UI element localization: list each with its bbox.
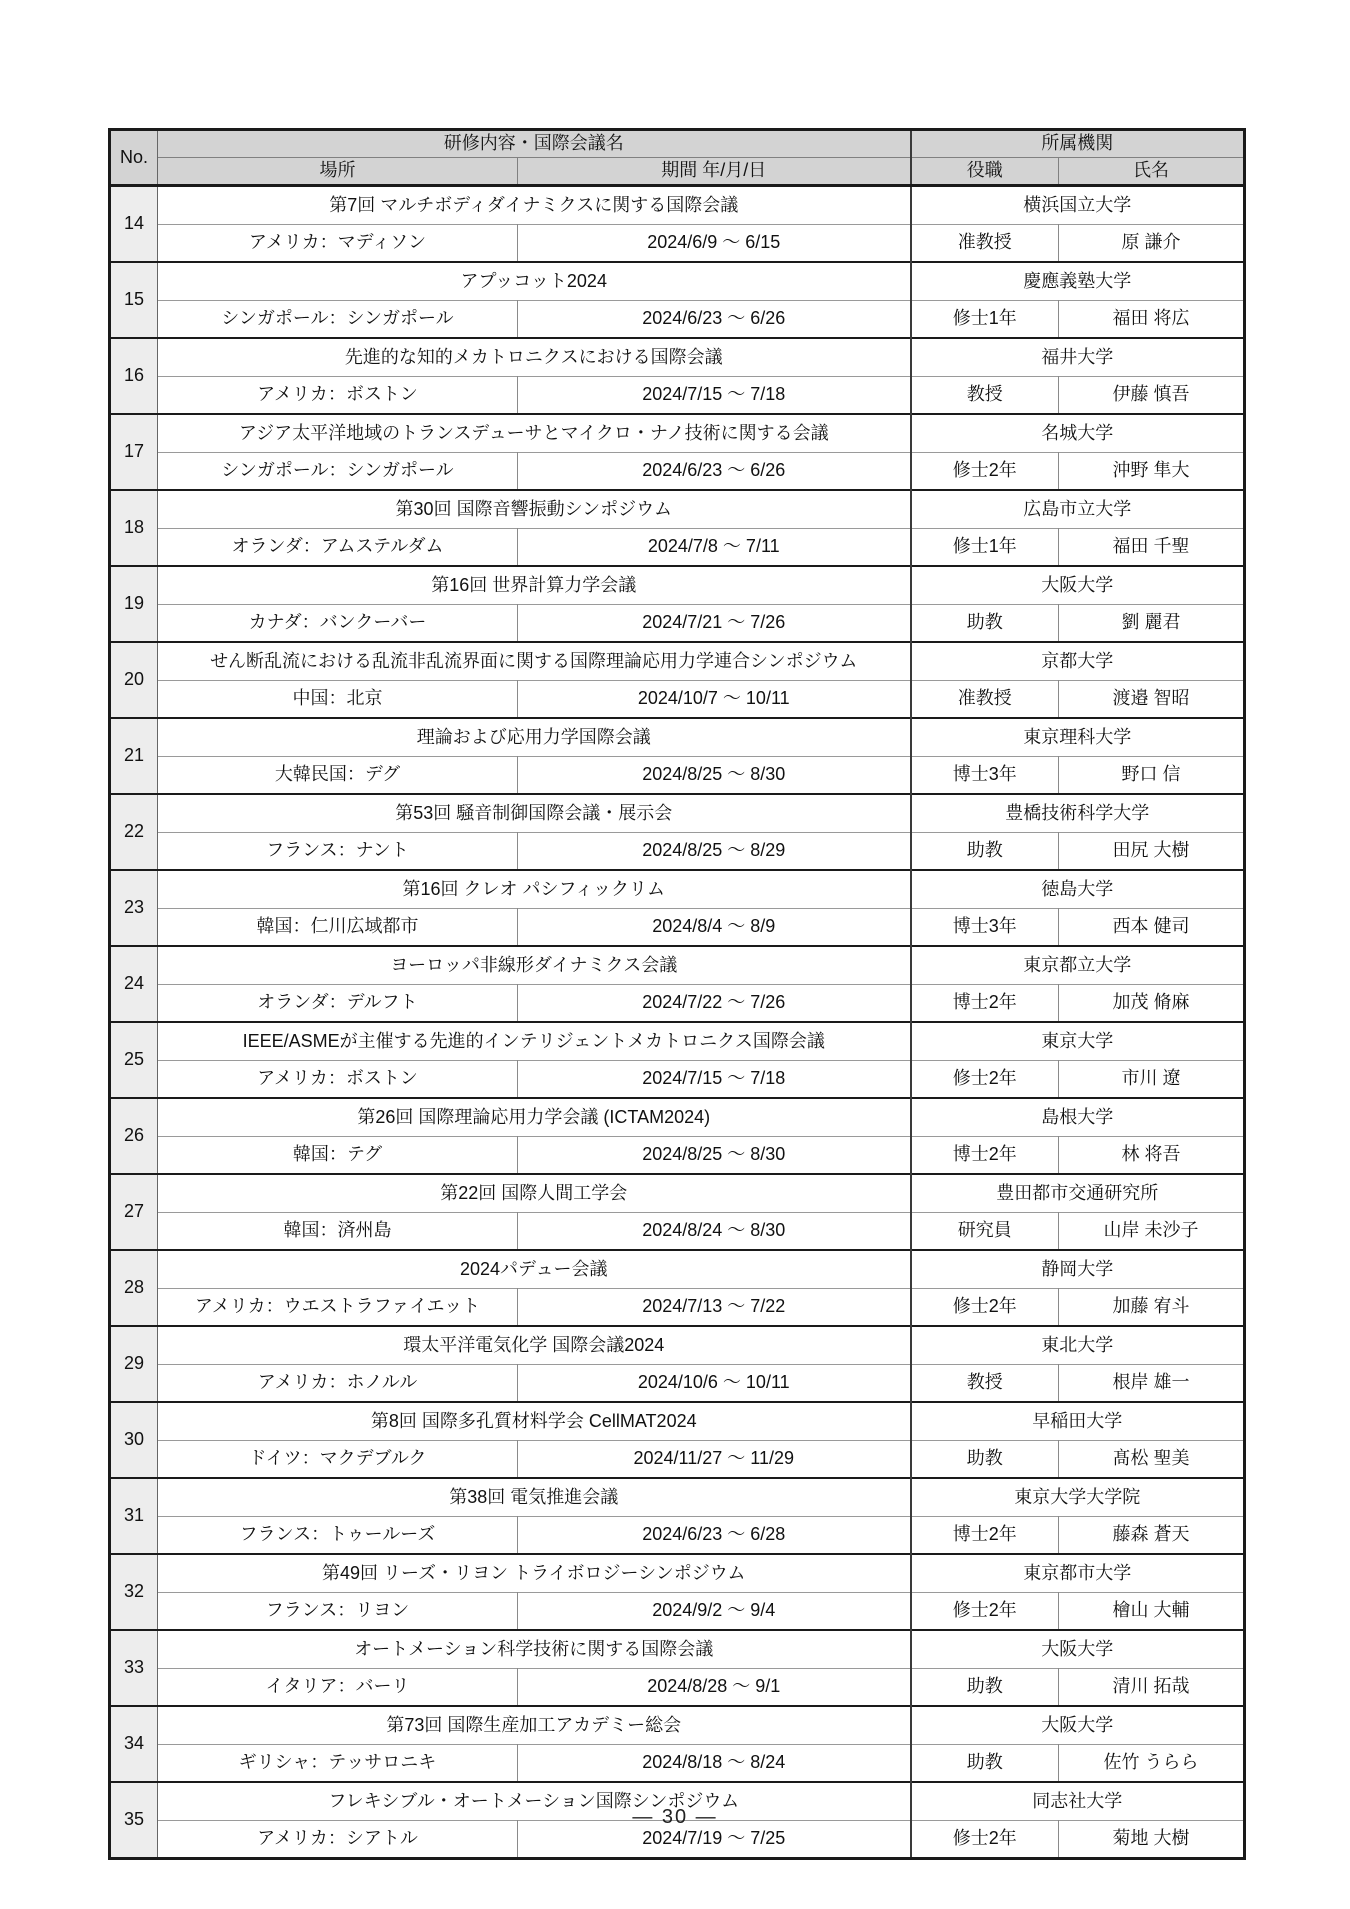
place: 韓国：テグ — [158, 1137, 518, 1175]
entry-row-bottom — [110, 909, 1245, 947]
entry-row-bottom — [110, 757, 1245, 795]
entry-row-top — [110, 1402, 1245, 1441]
entry-number: 19 — [110, 566, 158, 642]
institution: 島根大学 — [911, 1098, 1245, 1137]
institution: 福井大学 — [911, 338, 1245, 377]
position: 助教 — [911, 1441, 1059, 1479]
person-name: 福田 千聖 — [1059, 529, 1245, 567]
period: 2024/6/9 ～ 6/15 — [518, 225, 911, 263]
place: アメリカ：マディソン — [158, 225, 518, 263]
entry-number: 31 — [110, 1478, 158, 1554]
period: 2024/8/4 ～ 8/9 — [518, 909, 911, 947]
entry-number: 16 — [110, 338, 158, 414]
entry-row-top — [110, 1554, 1245, 1593]
header-no: No. — [110, 130, 158, 186]
entry-number: 33 — [110, 1630, 158, 1706]
period: 2024/8/24 ～ 8/30 — [518, 1213, 911, 1251]
place: シンガポール：シンガポール — [158, 453, 518, 491]
person-name: 福田 将広 — [1059, 301, 1245, 339]
entry-row-top — [110, 186, 1245, 225]
conference-name: アプッコット2024 — [158, 262, 911, 301]
period: 2024/8/18 ～ 8/24 — [518, 1745, 911, 1783]
entry-row-top — [110, 870, 1245, 909]
conference-name: 環太平洋電気化学 国際会議2024 — [158, 1326, 911, 1365]
entry-row-bottom — [110, 377, 1245, 415]
place: フランス：トゥールーズ — [158, 1517, 518, 1555]
person-name: 髙松 聖美 — [1059, 1441, 1245, 1479]
entry-row-bottom — [110, 605, 1245, 643]
period: 2024/6/23 ～ 6/26 — [518, 453, 911, 491]
person-name: 根岸 雄一 — [1059, 1365, 1245, 1403]
institution: 同志社大学 — [911, 1782, 1245, 1821]
entry-number: 17 — [110, 414, 158, 490]
conference-name: 第16回 世界計算力学会議 — [158, 566, 911, 605]
entry-number: 30 — [110, 1402, 158, 1478]
person-name: 沖野 隼大 — [1059, 453, 1245, 491]
entry-row-top — [110, 946, 1245, 985]
place: ギリシャ：テッサロニキ — [158, 1745, 518, 1783]
place: フランス：リヨン — [158, 1593, 518, 1631]
entry-row-top — [110, 1478, 1245, 1517]
position: 教授 — [911, 1365, 1059, 1403]
person-name: 藤森 蒼天 — [1059, 1517, 1245, 1555]
entry-number: 22 — [110, 794, 158, 870]
period: 2024/8/25 ～ 8/30 — [518, 1137, 911, 1175]
entry-row-top — [110, 718, 1245, 757]
entry-number: 34 — [110, 1706, 158, 1782]
person-name: 野口 信 — [1059, 757, 1245, 795]
period: 2024/6/23 ～ 6/28 — [518, 1517, 911, 1555]
institution: 大阪大学 — [911, 1630, 1245, 1669]
position: 修士2年 — [911, 453, 1059, 491]
entry-row-bottom — [110, 1289, 1245, 1327]
position: 修士2年 — [911, 1821, 1059, 1859]
entry-row-bottom — [110, 985, 1245, 1023]
entry-row-bottom — [110, 681, 1245, 719]
period: 2024/8/25 ～ 8/29 — [518, 833, 911, 871]
place: アメリカ：ホノルル — [158, 1365, 518, 1403]
place: イタリア：バーリ — [158, 1669, 518, 1707]
place: 韓国：仁川広域都市 — [158, 909, 518, 947]
person-name: 清川 拓哉 — [1059, 1669, 1245, 1707]
person-name: 渡邉 智昭 — [1059, 681, 1245, 719]
entry-row-top — [110, 414, 1245, 453]
page-number: — 30 — — [632, 1806, 718, 1828]
conference-name: アジア太平洋地域のトランスデューサとマイクロ・ナノ技術に関する会議 — [158, 414, 911, 453]
conference-name: IEEE/ASMEが主催する先進的インテリジェントメカトロニクス国際会議 — [158, 1022, 911, 1061]
entry-number: 20 — [110, 642, 158, 718]
period: 2024/10/6 ～ 10/11 — [518, 1365, 911, 1403]
period: 2024/8/28 ～ 9/1 — [518, 1669, 911, 1707]
person-name: 原 謙介 — [1059, 225, 1245, 263]
entry-row-top — [110, 642, 1245, 681]
entry-row-bottom — [110, 1517, 1245, 1555]
position: 博士2年 — [911, 985, 1059, 1023]
period: 2024/7/13 ～ 7/22 — [518, 1289, 911, 1327]
entry-row-top — [110, 1098, 1245, 1137]
person-name: 佐竹 うらら — [1059, 1745, 1245, 1783]
entry-row-bottom — [110, 1593, 1245, 1631]
period: 2024/6/23 ～ 6/26 — [518, 301, 911, 339]
entry-number: 24 — [110, 946, 158, 1022]
place: シンガポール：シンガポール — [158, 301, 518, 339]
conference-name: 第16回 クレオ パシフィックリム — [158, 870, 911, 909]
institution: 豊橋技術科学大学 — [911, 794, 1245, 833]
entry-row-top — [110, 1630, 1245, 1669]
position: 博士3年 — [911, 757, 1059, 795]
conference-name: 第49回 リーズ・リヨン トライボロジーシンポジウム — [158, 1554, 911, 1593]
entry-row-bottom — [110, 529, 1245, 567]
entry-number: 29 — [110, 1326, 158, 1402]
entry-row-top — [110, 1250, 1245, 1289]
conference-name: オートメーション科学技術に関する国際会議 — [158, 1630, 911, 1669]
place: オランダ：デルフト — [158, 985, 518, 1023]
period: 2024/7/15 ～ 7/18 — [518, 377, 911, 415]
entry-row-bottom — [110, 1365, 1245, 1403]
entry-row-top — [110, 262, 1245, 301]
institution: 東京都立大学 — [911, 946, 1245, 985]
institution: 大阪大学 — [911, 566, 1245, 605]
entry-row-top — [110, 794, 1245, 833]
person-name: 劉 麗君 — [1059, 605, 1245, 643]
place: アメリカ：シアトル — [158, 1821, 518, 1859]
conference-name: 第8回 国際多孔質材料学会 CellMAT2024 — [158, 1402, 911, 1441]
entry-number: 23 — [110, 870, 158, 946]
person-name: 市川 遼 — [1059, 1061, 1245, 1099]
conference-name: フレキシブル・オートメーション国際シンポジウム — [158, 1782, 911, 1821]
person-name: 檜山 大輔 — [1059, 1593, 1245, 1631]
institution: 早稲田大学 — [911, 1402, 1245, 1441]
entry-row-bottom — [110, 301, 1245, 339]
period: 2024/9/2 ～ 9/4 — [518, 1593, 911, 1631]
conference-name: 第22回 国際人間工学会 — [158, 1174, 911, 1213]
person-name: 菊地 大樹 — [1059, 1821, 1245, 1859]
position: 研究員 — [911, 1213, 1059, 1251]
place: 中国：北京 — [158, 681, 518, 719]
entry-row-bottom — [110, 1213, 1245, 1251]
position: 准教授 — [911, 681, 1059, 719]
entry-row-bottom — [110, 1441, 1245, 1479]
period: 2024/10/7 ～ 10/11 — [518, 681, 911, 719]
entry-row-bottom — [110, 225, 1245, 263]
institution: 徳島大学 — [911, 870, 1245, 909]
position: 博士2年 — [911, 1517, 1059, 1555]
conference-name: 理論および応用力学国際会議 — [158, 718, 911, 757]
entry-row-top — [110, 1022, 1245, 1061]
position: 教授 — [911, 377, 1059, 415]
place: アメリカ：ボストン — [158, 1061, 518, 1099]
entry-number: 26 — [110, 1098, 158, 1174]
institution: 慶應義塾大学 — [911, 262, 1245, 301]
entry-row-bottom — [110, 453, 1245, 491]
period: 2024/7/21 ～ 7/26 — [518, 605, 911, 643]
position: 助教 — [911, 1745, 1059, 1783]
period: 2024/7/19 ～ 7/25 — [518, 1821, 911, 1859]
institution: 東京大学大学院 — [911, 1478, 1245, 1517]
institution: 東京理科大学 — [911, 718, 1245, 757]
conference-name: ヨーロッパ非線形ダイナミクス会議 — [158, 946, 911, 985]
position: 准教授 — [911, 225, 1059, 263]
entry-row-bottom — [110, 1745, 1245, 1783]
institution: 京都大学 — [911, 642, 1245, 681]
period: 2024/7/22 ～ 7/26 — [518, 985, 911, 1023]
header-position: 役職 — [911, 158, 1059, 186]
entry-row-top — [110, 1174, 1245, 1213]
place: 韓国：済州島 — [158, 1213, 518, 1251]
entry-row-bottom — [110, 833, 1245, 871]
entry-row-top — [110, 566, 1245, 605]
conference-name: 第38回 電気推進会議 — [158, 1478, 911, 1517]
conference-name: 2024パデュー会議 — [158, 1250, 911, 1289]
conference-name: せん断乱流における乱流非乱流界面に関する国際理論応用力学連合シンポジウム — [158, 642, 911, 681]
period: 2024/11/27 ～ 11/29 — [518, 1441, 911, 1479]
entry-number: 25 — [110, 1022, 158, 1098]
entry-row-top — [110, 1326, 1245, 1365]
entry-row-bottom — [110, 1061, 1245, 1099]
position: 助教 — [911, 833, 1059, 871]
position: 修士2年 — [911, 1289, 1059, 1327]
entry-row-top — [110, 338, 1245, 377]
position: 博士2年 — [911, 1137, 1059, 1175]
place: カナダ：バンクーバー — [158, 605, 518, 643]
person-name: 伊藤 慎吾 — [1059, 377, 1245, 415]
period: 2024/8/25 ～ 8/30 — [518, 757, 911, 795]
conference-name: 第26回 国際理論応用力学会議 (ICTAM2024) — [158, 1098, 911, 1137]
person-name: 西本 健司 — [1059, 909, 1245, 947]
entry-row-bottom — [110, 1137, 1245, 1175]
person-name: 林 将吾 — [1059, 1137, 1245, 1175]
conference-name: 第30回 国際音響振動シンポジウム — [158, 490, 911, 529]
person-name: 加茂 脩麻 — [1059, 985, 1245, 1023]
header-group-institution: 所属機関 — [911, 130, 1245, 158]
place: オランダ：アムステルダム — [158, 529, 518, 567]
institution: 東京都市大学 — [911, 1554, 1245, 1593]
institution: 名城大学 — [911, 414, 1245, 453]
place: アメリカ：ウエストラファイエット — [158, 1289, 518, 1327]
table-header — [110, 130, 1245, 186]
entry-row-bottom — [110, 1669, 1245, 1707]
institution: 豊田都市交通研究所 — [911, 1174, 1245, 1213]
conference-name: 先進的な知的メカトロニクスにおける国際会議 — [158, 338, 911, 377]
institution: 東北大学 — [911, 1326, 1245, 1365]
entry-number: 14 — [110, 186, 158, 263]
position: 修士1年 — [911, 301, 1059, 339]
entry-number: 28 — [110, 1250, 158, 1326]
header-period: 期間 年/月/日 — [518, 158, 911, 186]
entry-number: 21 — [110, 718, 158, 794]
institution: 広島市立大学 — [911, 490, 1245, 529]
conference-table — [108, 128, 1246, 1860]
position: 博士3年 — [911, 909, 1059, 947]
person-name: 山岸 未沙子 — [1059, 1213, 1245, 1251]
conference-name: 第73回 国際生産加工アカデミー総会 — [158, 1706, 911, 1745]
position: 修士1年 — [911, 529, 1059, 567]
institution: 大阪大学 — [911, 1706, 1245, 1745]
period: 2024/7/8 ～ 7/11 — [518, 529, 911, 567]
place: 大韓民国：デグ — [158, 757, 518, 795]
place: ドイツ：マクデブルク — [158, 1441, 518, 1479]
period: 2024/7/15 ～ 7/18 — [518, 1061, 911, 1099]
entry-number: 32 — [110, 1554, 158, 1630]
header-group-conference: 研修内容・国際会議名 — [158, 130, 911, 158]
position: 修士2年 — [911, 1061, 1059, 1099]
person-name: 加藤 宥斗 — [1059, 1289, 1245, 1327]
table-body — [110, 186, 1245, 1859]
entry-number: 35 — [110, 1782, 158, 1859]
position: 助教 — [911, 1669, 1059, 1707]
conference-name: 第53回 騒音制御国際会議・展示会 — [158, 794, 911, 833]
entry-row-top — [110, 490, 1245, 529]
entry-row-top — [110, 1706, 1245, 1745]
person-name: 田尻 大樹 — [1059, 833, 1245, 871]
header-place: 場所 — [158, 158, 518, 186]
conference-name: 第7回 マルチボディダイナミクスに関する国際会議 — [158, 186, 911, 225]
institution: 横浜国立大学 — [911, 186, 1245, 225]
position: 助教 — [911, 605, 1059, 643]
institution: 静岡大学 — [911, 1250, 1245, 1289]
place: フランス：ナント — [158, 833, 518, 871]
header-name: 氏名 — [1059, 158, 1245, 186]
entry-number: 18 — [110, 490, 158, 566]
position: 修士2年 — [911, 1593, 1059, 1631]
place: アメリカ：ボストン — [158, 377, 518, 415]
entry-number: 15 — [110, 262, 158, 338]
institution: 東京大学 — [911, 1022, 1245, 1061]
entry-number: 27 — [110, 1174, 158, 1250]
